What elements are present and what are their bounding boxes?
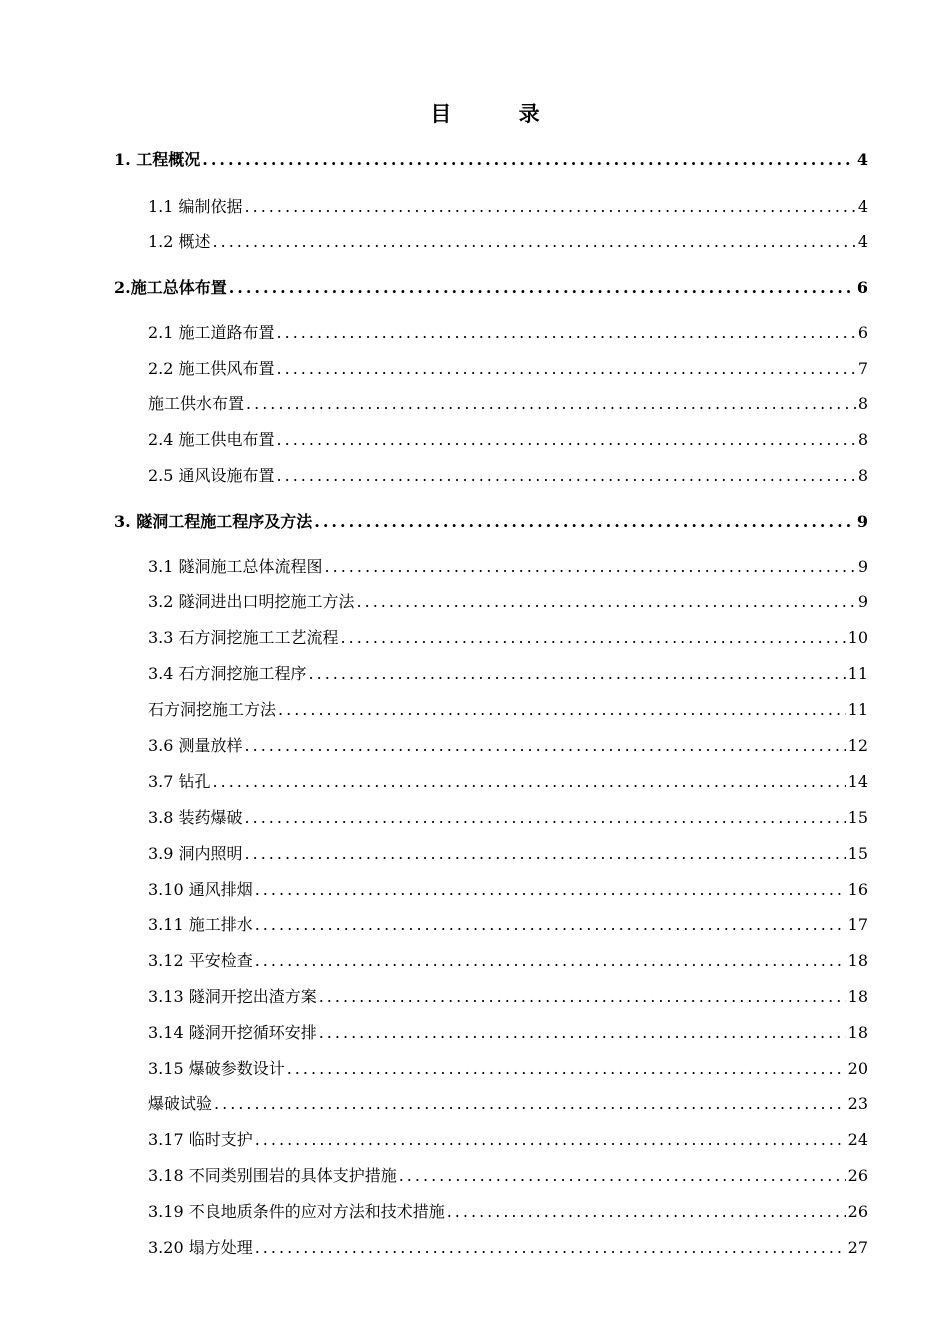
toc-page-number: 12 [847,736,868,755]
toc-entry-label: 3.3 石方洞挖施工工艺流程 [148,628,339,647]
toc-dot-leader [277,465,856,487]
toc-page-number: 20 [847,1059,868,1078]
toc-entry-label: 3.11 施工排水 [148,915,253,934]
toc-page-number: 15 [847,844,868,863]
toc-entry[interactable] [0,912,950,936]
toc-dot-leader [255,950,846,972]
toc-page-number: 8 [857,466,868,485]
toc-entry-label: 3.10 通风排烟 [148,880,253,899]
toc-dot-leader [341,627,846,649]
toc-entry[interactable] [0,391,950,415]
toc-entry-label: 2.1 施工道路布置 [148,323,275,342]
toc-entry-label: 3.12 平安检查 [148,951,253,970]
toc-entry[interactable] [0,948,950,972]
toc-entry[interactable] [0,877,950,901]
toc-dot-leader [245,843,846,865]
toc-entry[interactable] [0,1199,950,1223]
toc-page-number: 26 [847,1166,868,1185]
toc-dot-leader [213,771,846,793]
toc-title: 目 录 [430,101,570,126]
toc-page-number: 7 [857,359,868,378]
toc-entry[interactable] [0,554,950,578]
toc-page-number: 27 [847,1238,868,1257]
toc-page-number: 6 [856,278,868,297]
toc-page-number: 8 [857,430,868,449]
toc-page-number: 4 [857,232,868,251]
toc-dot-leader [255,1237,846,1259]
toc-entry[interactable] [0,661,950,685]
toc-entry-label: 3.8 装药爆破 [148,808,243,827]
toc-entry[interactable] [0,229,950,253]
toc-page-number: 18 [847,987,868,1006]
toc-entry-label: 2.5 通风设施布置 [148,466,275,485]
toc-entry-label: 2.4 施工供电布置 [148,430,275,449]
toc-page-number: 9 [857,557,868,576]
toc-dot-leader [277,429,856,451]
toc-dot-leader [214,1093,846,1115]
toc-dot-leader [255,879,846,901]
toc-dot-leader [213,231,856,253]
toc-entry[interactable] [0,509,950,533]
toc-entry-label: 3.19 不良地质条件的应对方法和技术措施 [148,1202,445,1221]
toc-entry-label: 3.15 爆破参数设计 [148,1059,285,1078]
toc-entry-label: 1.2 概述 [148,232,211,251]
toc-entry-label: 3.6 测量放样 [148,736,243,755]
toc-entry-label: 3.20 塌方处理 [148,1238,253,1257]
toc-page-number: 26 [847,1202,868,1221]
toc-entry[interactable] [0,463,950,487]
toc-dot-leader [319,986,846,1008]
toc-entry-label: 3.13 隧洞开挖出渣方案 [148,987,317,1006]
toc-dot-leader [319,1022,846,1044]
toc-page-number: 6 [857,323,868,342]
toc-page-number: 23 [847,1094,868,1113]
toc-page-number: 11 [847,700,868,719]
toc-page-number: 8 [857,394,868,413]
toc-entry-label: 爆破试验 [148,1094,213,1113]
toc-entry-label: 3.4 石方洞挖施工程序 [148,664,307,683]
toc-entry-label: 3.1 隧洞施工总体流程图 [148,557,323,576]
toc-entry[interactable] [0,733,950,757]
toc-dot-leader [357,591,856,613]
toc-dot-leader [277,322,856,344]
toc-entry[interactable] [0,769,950,793]
toc-entry[interactable] [0,805,950,829]
toc-entry[interactable] [0,984,950,1008]
toc-dot-leader [278,699,846,721]
toc-entry-label: 3. 隧洞工程施工程序及方法 [114,512,313,531]
toc-entry[interactable] [0,1163,950,1187]
toc-dot-leader [202,149,855,171]
toc-entry-label: 3.9 洞内照明 [148,844,243,863]
toc-page-number: 4 [856,150,868,169]
toc-entry-label: 2.施工总体布置 [114,278,227,297]
toc-page-number: 11 [847,664,868,683]
toc-entry[interactable] [0,427,950,451]
toc-dot-leader [246,393,856,415]
toc-entry-label: 石方洞挖施工方法 [148,700,277,719]
toc-entry[interactable] [0,275,950,299]
toc-dot-leader [277,358,856,380]
toc-entry-label: 3.2 隧洞进出口明挖施工方法 [148,592,355,611]
toc-entry[interactable] [0,1235,950,1259]
toc-page-number: 14 [847,772,868,791]
toc-entry[interactable] [0,589,950,613]
toc-entry[interactable] [0,147,950,171]
toc-page-number: 10 [847,628,868,647]
toc-entry[interactable] [0,625,950,649]
toc-entry[interactable] [0,320,950,344]
toc-page-number: 16 [847,880,868,899]
toc-entry[interactable] [0,1091,950,1115]
toc-page-number: 15 [847,808,868,827]
toc-dot-leader [399,1165,846,1187]
toc-dot-leader [255,1129,846,1151]
toc-entry[interactable] [0,697,950,721]
toc-dot-leader [287,1058,846,1080]
toc-page-number: 9 [856,512,868,531]
toc-entry-label: 3.14 隧洞开挖循环安排 [148,1023,317,1042]
toc-dot-leader [314,511,855,533]
toc-page-number: 9 [857,592,868,611]
toc-dot-leader [229,277,855,299]
toc-dot-leader [245,196,856,218]
toc-dot-leader [325,556,856,578]
toc-page-number: 18 [847,1023,868,1042]
toc-dot-leader [245,807,846,829]
toc-entry[interactable] [0,1056,950,1080]
toc-dot-leader [245,735,846,757]
toc-entry-label: 3.7 钻孔 [148,772,211,791]
toc-page-number: 4 [857,197,868,216]
toc-dot-leader [447,1201,846,1223]
toc-entry-label: 3.17 临时支护 [148,1130,253,1149]
toc-page-number: 24 [847,1130,868,1149]
toc-entry-label: 2.2 施工供风布置 [148,359,275,378]
toc-entry-label: 3.18 不同类别围岩的具体支护措施 [148,1166,397,1185]
toc-entry[interactable] [0,1127,950,1151]
toc-entry[interactable] [0,356,950,380]
toc-entry-label: 1. 工程概况 [114,150,201,169]
toc-entry[interactable] [0,1020,950,1044]
toc-entry[interactable] [0,841,950,865]
toc-entry-label: 1.1 编制依据 [148,197,243,216]
toc-entry-label: 施工供水布置 [148,394,245,413]
toc-dot-leader [309,663,846,685]
toc-page-number: 17 [847,915,868,934]
toc-page-number: 18 [847,951,868,970]
toc-entry[interactable] [0,194,950,218]
toc-dot-leader [255,914,846,936]
